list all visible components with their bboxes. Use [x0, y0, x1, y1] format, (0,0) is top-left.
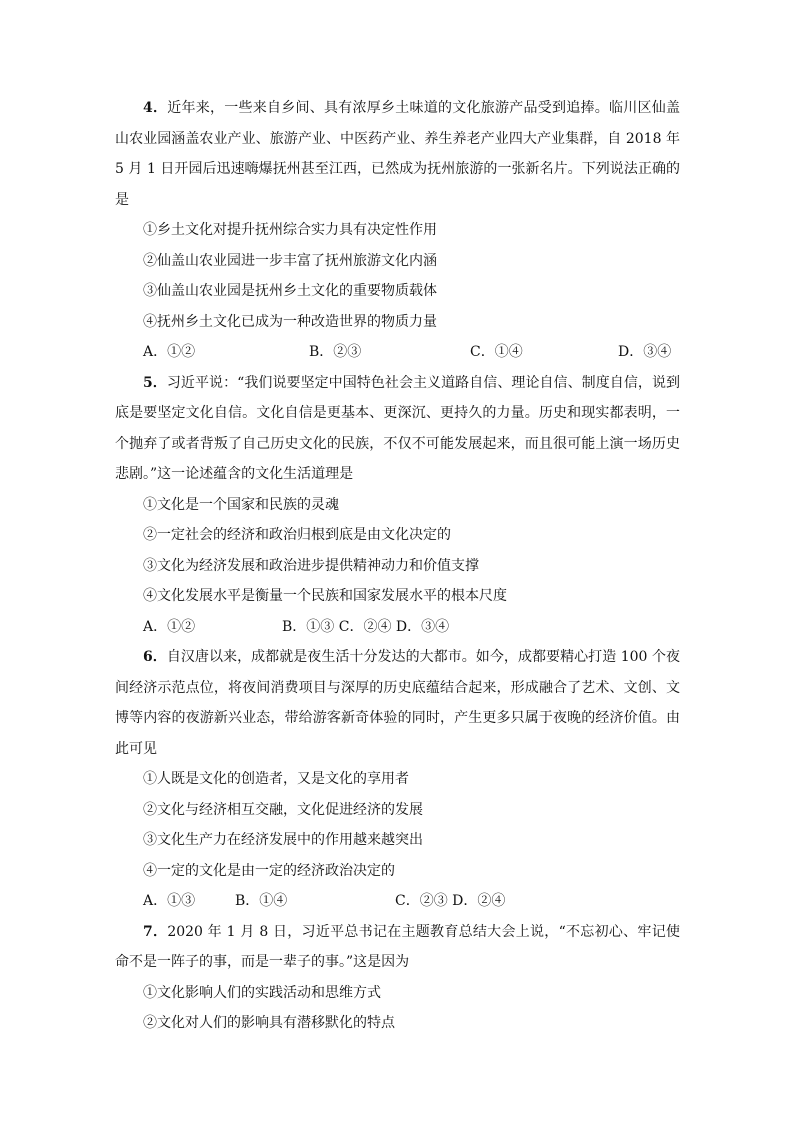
answer-choices: [115, 886, 680, 917]
choice-cd: C．②③ D．②④: [395, 893, 506, 909]
option-4: ④抚州乡土文化已成为一种改造世界的物质力量: [143, 313, 437, 330]
choice-bcd: B．①③ C．②④ D．③④: [282, 618, 450, 635]
option-2: ②一定社会的经济和政治归根到底是由文化决定的: [143, 527, 451, 543]
question-number: 4．: [143, 100, 168, 116]
option-1: ①乡土文化对提升抚州综合实力具有决定性作用: [143, 222, 437, 238]
answer-choices: [115, 337, 680, 368]
choice-a: A．①②: [143, 344, 196, 360]
question-5: [115, 368, 680, 643]
choice-c: C．①④: [470, 344, 523, 360]
option-3: ③仙盖山农业园是抚州乡土文化的重要物质载体: [143, 283, 437, 299]
option-1: ①文化影响人们的实践活动和思维方式: [143, 984, 381, 1001]
question-4: [115, 93, 680, 368]
choice-a: A．①②: [143, 618, 196, 635]
option-4: ④一定的文化是由一定的经济政治决定的: [143, 862, 395, 879]
question-stem: 4．近年来，一些来自乡间、具有浓厚乡土味道的文化旅游产品受到追捧。临川区仙盖山农业园涵盖农业产业、旅游产业、中医药产业、养生养老产业四大产业集群，自 2018 年 5 月 1 日开园后迅速嗨爆抚州甚至江西，已然成为抚州旅游的一张新名片。下列说法正确的是: [115, 100, 680, 208]
question-stem: 7．2020 年 1 月 8 日，习近平总书记在主题教育总结大会上说，“不忘初心、牢记使命不是一阵子的事，而是一辈子的事。”这是因为: [115, 923, 680, 970]
answer-choices: [115, 612, 680, 643]
choice-b: B．②③: [309, 344, 362, 360]
option-2: ②仙盖山农业园进一步丰富了抚州旅游文化内涵: [143, 252, 437, 269]
document-page: [115, 93, 680, 1039]
question-7: [115, 917, 680, 1039]
question-number: 6．: [143, 649, 167, 665]
option-2: ②文化对人们的影响具有潜移默化的特点: [143, 1015, 395, 1031]
question-number: 5．: [143, 374, 167, 391]
choice-b: B．①④: [235, 893, 288, 909]
choice-d: D．③④: [618, 344, 672, 360]
question-number: 7．: [143, 923, 168, 940]
option-3: ③文化生产力在经济发展中的作用越来越突出: [143, 832, 423, 848]
question-stem: 5．习近平说：“我们说要坚定中国特色社会主义道路自信、理论自信、制度自信，说到底是要坚定文化自信。文化自信是更基本、更深沉、更持久的力量。历史和现实都表明，一个抛弃了或者背叛了自己历史文化的民族，不仅不可能发展起来，而且很可能上演一场历史悲剧。”这一论述蕴含的文化生活道理是: [115, 374, 680, 482]
option-3: ③文化为经济发展和政治进步提供精神动力和价值支撑: [143, 557, 479, 574]
choice-a: A．①③: [143, 893, 196, 909]
question-stem: 6．自汉唐以来，成都就是夜生活十分发达的大都市。如今，成都要精心打造 100 个夜间经济示范点位，将夜间消费项目与深厚的历史底蕴结合起来，形成融合了艺术、文创、文博等内容的夜游新兴业态，带给游客新奇体验的同时，产生更多只属于夜晚的经济价值。由此可见: [115, 649, 681, 757]
option-2: ②文化与经济相互交融，文化促进经济的发展: [143, 801, 423, 818]
option-1: ①人既是文化的创造者，又是文化的享用者: [143, 771, 409, 787]
option-1: ①文化是一个国家和民族的灵魂: [143, 496, 339, 513]
option-4: ④文化发展水平是衡量一个民族和国家发展水平的根本尺度: [143, 588, 507, 604]
question-6: [115, 642, 680, 917]
